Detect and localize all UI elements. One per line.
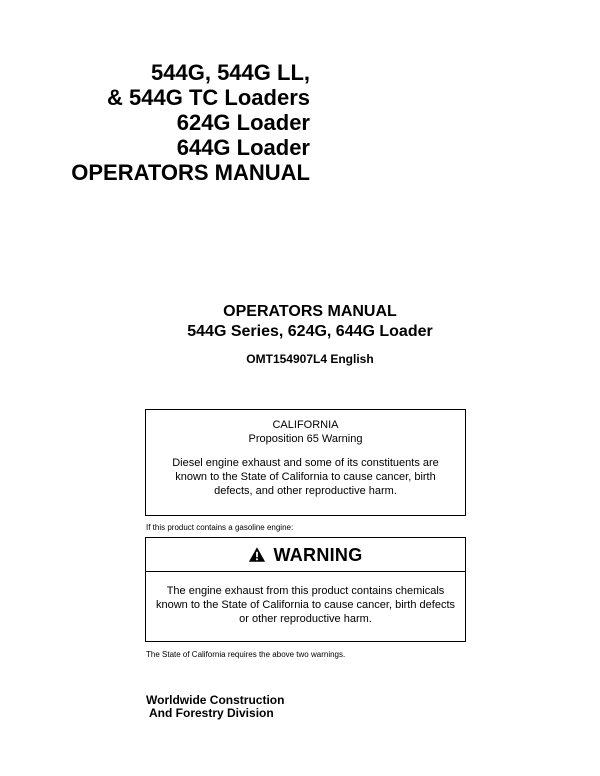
title-line-644g: 644G Loader (176, 135, 310, 160)
subtitle-manual: OPERATORS MANUAL (223, 303, 397, 320)
subtitle-series: 544G Series, 624G, 644G Loader (187, 323, 433, 340)
document-code: OMT154907L4 English (246, 352, 374, 366)
division-name (146, 694, 284, 720)
california-body: Diesel engine exhaust and some of its constituents are known to the State of California to cause cancer, birth defects, and other reproductive harm. (172, 457, 439, 497)
warning-box (145, 537, 466, 642)
state-requirement-note: The State of California requires the above two warnings. (146, 650, 346, 659)
title-line-manual: OPERATORS MANUAL (71, 160, 310, 185)
division-line-2: And Forestry Division (149, 706, 274, 720)
subtitle-block (160, 302, 460, 367)
california-heading: CALIFORNIA (272, 419, 339, 431)
title-line-tc-loaders: & 544G TC Loaders (107, 85, 310, 110)
california-subheading: Proposition 65 Warning (248, 433, 363, 445)
title-line-624g: 624G Loader (176, 110, 310, 135)
gasoline-engine-note: If this product contains a gasoline engine: (146, 523, 294, 532)
warning-header (146, 538, 465, 572)
division-line-1: Worldwide Construction (146, 693, 285, 707)
title-line-models: 544G, 544G LL, (151, 60, 310, 85)
warning-title: WARNING (273, 544, 363, 565)
warning-triangle-icon (248, 546, 266, 563)
warning-body: The engine exhaust from this product contains chemicals known to the State of California to cause cancer, birth defects or other reproductive harm. (156, 585, 456, 625)
california-prop65-box (145, 409, 466, 516)
main-title (71, 60, 310, 185)
